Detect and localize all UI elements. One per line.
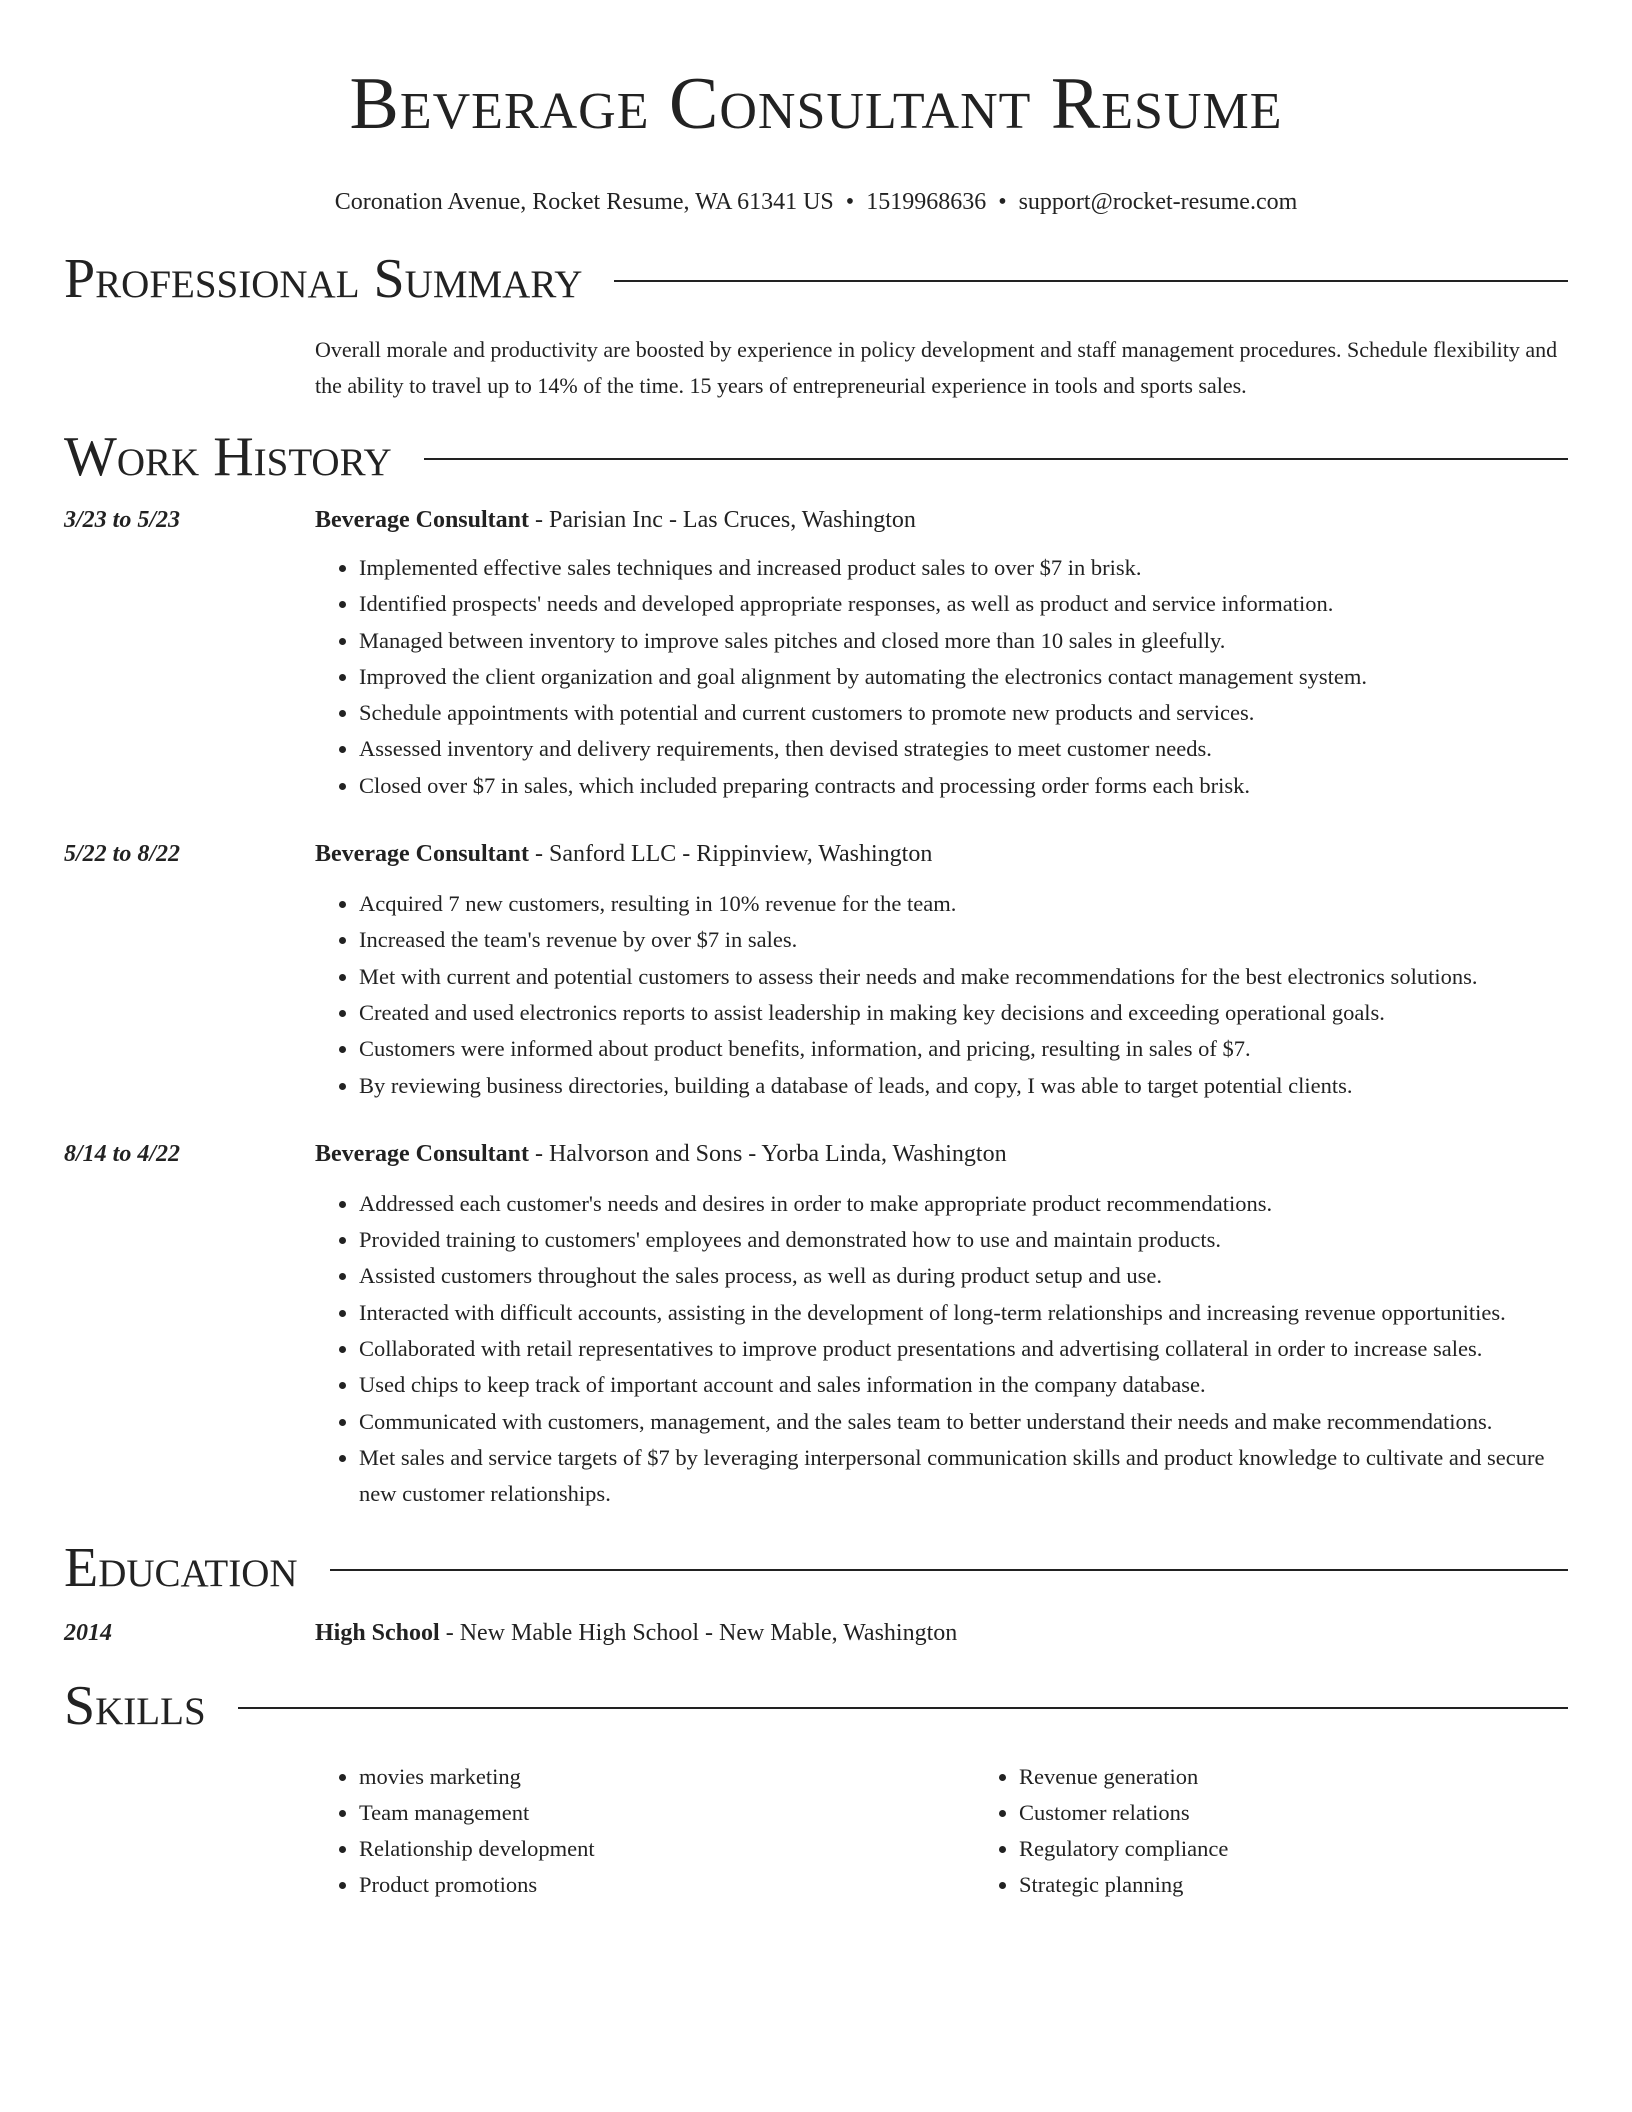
list-item: • Managed between inventory to improve sales pitches and closed more than 10 sales in gleefully. xyxy=(359,623,1568,659)
job-title: Beverage Consultant xyxy=(315,1140,529,1167)
list-item: • Used chips to keep track of important account and sales information in the company database. xyxy=(359,1367,1568,1403)
list-item: • Communicated with customers, management, and the sales team to better understand their needs and make recommendations. xyxy=(359,1404,1568,1440)
education-entry xyxy=(64,1617,1568,1649)
job-details: - Sanford LLC - Rippinview, Washington xyxy=(528,841,933,868)
skill-item: • movies marketing xyxy=(359,1759,975,1795)
separator-dot: • xyxy=(998,189,1007,215)
email: support@rocket-resume.com xyxy=(1018,189,1298,215)
job-entry-1 xyxy=(64,504,1568,804)
job-heading xyxy=(315,1138,1568,1170)
education-year: 2014 xyxy=(64,1619,112,1646)
job-dates: 8/14 to 4/22 xyxy=(64,1140,181,1167)
skills-section-header xyxy=(64,1673,1568,1739)
skills-list-right xyxy=(975,1759,1632,1904)
job-details: - Halvorson and Sons - Yorba Linda, Washington xyxy=(528,1140,1007,1167)
list-item: • Identified prospects' needs and developed appropriate responses, as well as product and service information. xyxy=(359,586,1568,622)
job-entry-2 xyxy=(64,838,1568,1104)
education-details: - New Mable High School - New Mable, Washington xyxy=(439,1619,958,1646)
separator-dot: • xyxy=(845,189,855,215)
list-item: • Met sales and service targets of $7 by leveraging interpersonal communication skills and product knowledge to cultivate and secure new customer relationships. xyxy=(359,1440,1568,1513)
skills-row xyxy=(64,1759,1568,1904)
education-section-header xyxy=(64,1535,1568,1601)
list-item: • Schedule appointments with potential and current customers to promote new products and services. xyxy=(359,695,1568,731)
education-degree: High School xyxy=(315,1619,440,1646)
skills-columns xyxy=(315,1759,1632,1904)
list-item: • Met with current and potential customers to assess their needs and make recommendations for the best electronics solutions. xyxy=(359,959,1568,995)
list-item: • Implemented effective sales techniques and increased product sales to over $7 in brisk. xyxy=(359,550,1568,586)
list-item: • By reviewing business directories, building a database of leads, and copy, I was able to target potential clients. xyxy=(359,1068,1568,1104)
job-bullets xyxy=(315,550,1568,804)
list-item: • Closed over $7 in sales, which included preparing contracts and processing order forms each brisk. xyxy=(359,768,1568,804)
skill-item: • Strategic planning xyxy=(1019,1867,1632,1903)
summary-text: Overall morale and productivity are boosted by experience in policy development and staff management procedures. Schedule flexibility and the ability to travel up to 14% of the time. 15 years of entrepreneurial experience in tools and sports sales. xyxy=(315,337,1558,398)
job-bullets xyxy=(315,886,1568,1104)
list-item: • Assessed inventory and delivery requirements, then devised strategies to meet customer needs. xyxy=(359,731,1568,767)
skill-item: • Revenue generation xyxy=(1019,1759,1632,1795)
job-dates: 5/22 to 8/22 xyxy=(64,841,181,868)
skill-item: • Customer relations xyxy=(1019,1795,1632,1831)
list-item: • Improved the client organization and goal alignment by automating the electronics contact management system. xyxy=(359,659,1568,695)
education-heading: Education xyxy=(64,1536,298,1599)
job-bullets xyxy=(315,1186,1568,1513)
job-title: Beverage Consultant xyxy=(315,507,529,533)
list-item: • Provided training to customers' employees and demonstrated how to use and maintain products. xyxy=(359,1222,1568,1258)
resume-title: Beverage Consultant Resume xyxy=(349,63,1283,145)
skill-item: • Regulatory compliance xyxy=(1019,1831,1632,1867)
job-entry-3 xyxy=(64,1138,1568,1513)
job-heading xyxy=(315,504,1568,536)
education-line xyxy=(315,1617,1568,1649)
section-rule xyxy=(238,1707,1568,1709)
skill-item: • Product promotions xyxy=(359,1867,975,1903)
list-item: • Interacted with difficult accounts, assisting in the development of long-term relationships and increasing revenue opportunities. xyxy=(359,1295,1568,1331)
job-details: - Parisian Inc - Las Cruces, Washington xyxy=(528,507,916,533)
summary-row xyxy=(64,332,1568,404)
work-heading: Work History xyxy=(64,426,392,488)
phone: 1519968636 xyxy=(866,189,987,215)
summary-section-header xyxy=(64,246,1568,312)
work-section-header xyxy=(64,424,1568,490)
list-item: • Increased the team's revenue by over $7 in sales. xyxy=(359,922,1568,958)
skills-heading: Skills xyxy=(64,1674,206,1737)
address: Coronation Avenue, Rocket Resume, WA 61341 US xyxy=(334,189,834,215)
skill-item: • Team management xyxy=(359,1795,975,1831)
section-rule xyxy=(614,280,1568,282)
list-item: • Assisted customers throughout the sales process, as well as during product setup and use. xyxy=(359,1258,1568,1294)
summary-heading: Professional Summary xyxy=(64,248,583,310)
job-heading xyxy=(315,838,1568,870)
list-item: • Collaborated with retail representatives to improve product presentations and advertising collateral in order to increase sales. xyxy=(359,1331,1568,1367)
section-rule xyxy=(424,458,1568,460)
job-title: Beverage Consultant xyxy=(315,841,529,868)
skills-list-left xyxy=(315,1759,975,1904)
list-item: • Addressed each customer's needs and desires in order to make appropriate product recommendations. xyxy=(359,1186,1568,1222)
job-dates: 3/23 to 5/23 xyxy=(64,507,181,533)
list-item: • Customers were informed about product benefits, information, and pricing, resulting in sales of $7. xyxy=(359,1031,1568,1067)
skill-item: • Relationship development xyxy=(359,1831,975,1867)
list-item: • Created and used electronics reports to assist leadership in making key decisions and exceeding operational goals. xyxy=(359,995,1568,1031)
list-item: • Acquired 7 new customers, resulting in 10% revenue for the team. xyxy=(359,886,1568,922)
section-rule xyxy=(330,1569,1568,1571)
contact-line xyxy=(64,186,1568,218)
